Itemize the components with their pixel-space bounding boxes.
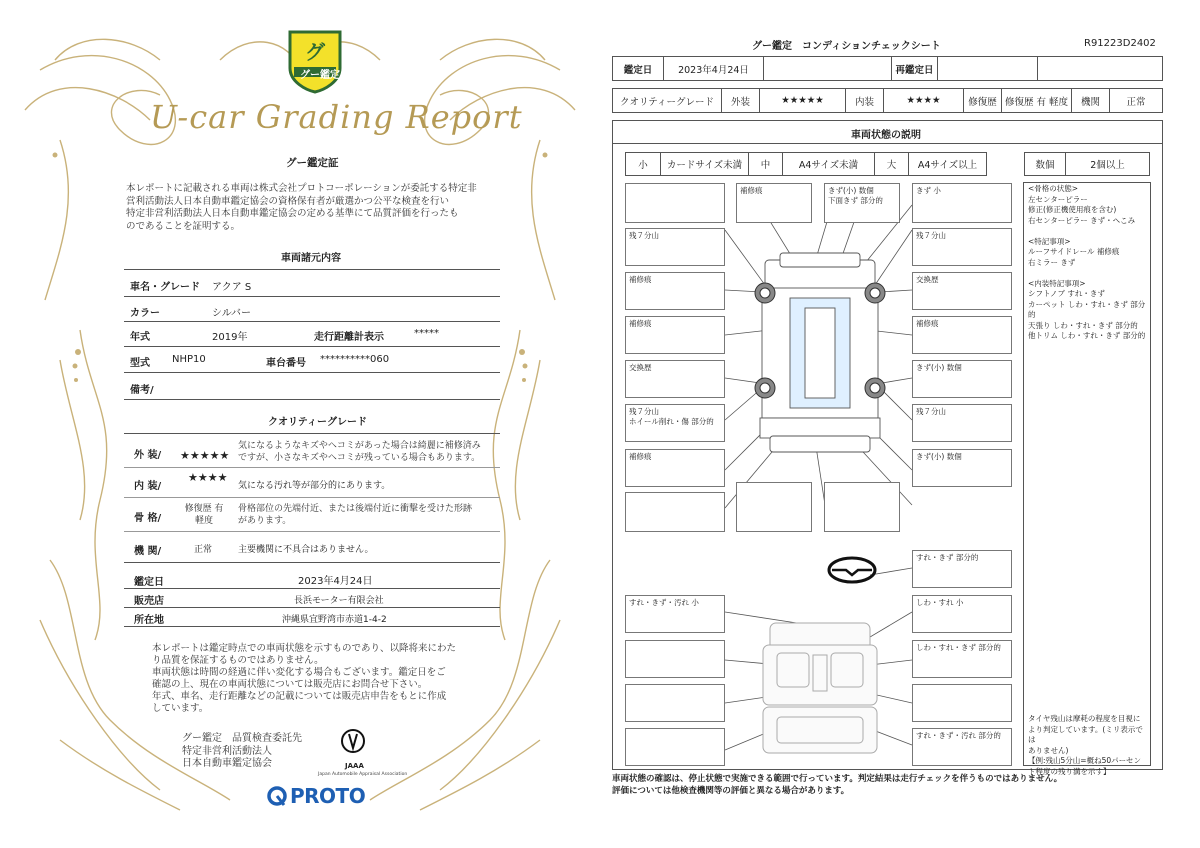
size-small: 小 (638, 160, 648, 171)
car-interior-diagram (755, 615, 885, 765)
size-mid-desc: A4サイズ未満 (782, 153, 874, 175)
interior-note-left-2 (625, 640, 725, 678)
divider (124, 269, 500, 270)
count-label: 数個 (1035, 160, 1055, 171)
date-value: 2023年4月24日 (298, 576, 373, 587)
jaaa-text: JAAA (345, 762, 364, 770)
divider (124, 467, 500, 468)
mileage-value: ***** (414, 328, 439, 339)
note-box-left-1: 残７分山 (625, 228, 725, 266)
note-box-right-1: 残７分山 (912, 228, 1012, 266)
divider (124, 588, 500, 589)
engine-label: 機 関/ (134, 546, 162, 557)
note-box-right-3: 補修痕 (912, 316, 1012, 354)
state-heading: 車両状態の説明 (851, 130, 921, 141)
note-box-front-left: 補修痕 (736, 183, 812, 223)
svg-text:グ: グ (305, 40, 325, 64)
interior-note-right-4 (912, 684, 1012, 722)
year-value: 2019年 (212, 332, 248, 343)
frame-label: 修復歴 (963, 89, 1001, 112)
note-box-left-5: 残７分山 ホイール削れ・傷 部分的 (625, 404, 725, 442)
frame-value: 修復歴 有 軽度 (1001, 89, 1071, 112)
frame-description: 骨格部位の先端付近、または後端付近に衝撃を受けた形跡 があります。 (238, 504, 473, 526)
interior-note-right-1: すれ・きず 部分的 (912, 550, 1012, 588)
count-desc: 2個以上 (1065, 153, 1149, 175)
date-label: 鑑定日 (623, 64, 653, 76)
color-label: カラー (130, 308, 160, 319)
dealer-value: 長浜モーター有限会社 (294, 596, 384, 606)
note-box-rear-2 (736, 482, 812, 532)
frame-value: 修復歴 有 軽度 (184, 504, 224, 526)
divider (124, 321, 500, 322)
tire-note-text: タイヤ残山は摩耗の程度を目視に より判定しています。(ミリ表示では ありません) 【例:残山5分山=概ね50パーセン ト程度の残り溝を示す】 (1028, 714, 1143, 776)
size-mid: 中 (748, 153, 782, 175)
engine-description: 主要機関に不具合はありません。 (238, 545, 374, 555)
exterior-stars: ★★★★★ (180, 449, 230, 462)
remarks-label: 備考/ (130, 385, 154, 396)
exterior-stars: ★★★★★ (759, 89, 845, 112)
certificate-footer-note: 本レポートは鑑定時点での車両状態を示すものであり、以降将来にわた り品質を保証するものではありません。 車両状態は時間の経過に伴い変化する場合もございます。鑑定日をご 確認の上、現在の車両状態については販売店にお問合せ下さい。 年式、車名、走行距離などの記載については販売店申告をもとに作成 しています。 (152, 643, 457, 714)
car-name-value: アクア S (212, 282, 252, 293)
color-value: シルバー (212, 308, 252, 319)
divider (124, 607, 500, 608)
chassis-value: **********060 (320, 354, 390, 365)
engine-label: 機関 (1071, 89, 1109, 112)
size-large-desc: A4サイズ以上 (908, 153, 986, 175)
address-label: 所在地 (134, 615, 164, 626)
certificate-intro: 本レポートに記載される車両は株式会社プロトコーポレーションが委託する特定非 営利活動法人日本自動車鑑定協会の資格保有者が厳選かつ公平な検査を行い 特定非営利活動法人日本自動車鑑定協会の定める基準にて品質評価を行ったも のであることを証明する。 (126, 183, 477, 232)
exterior-description: 気になるようなキズやヘコミがあった場合は綺麗に補修済み ですが、小さなキズやヘコミが残っている場合もあります。 (238, 441, 481, 463)
steering-wheel-icon (826, 555, 878, 585)
interior-note-right-5: すれ・きず・汚れ 部分的 (912, 728, 1012, 766)
proto-logo-text: PROTO (290, 784, 366, 808)
quality-label: クオリティーグレード (619, 96, 715, 108)
report-number: R91223D2402 (1084, 38, 1156, 49)
special-notes-text: <骨格の状態> 左センターピラー 修正(修正機使用痕を含む) 右センターピラー きず・へこみ <特記事項> ルーフサイドレール 補修痕 右ミラー きず <内装特記事項> シフトノブ すれ・きず カーペット しわ・すれ・きず 部分的 天張り しわ・すれ・きず 部分的 他トリム しわ・すれ・きず 部分的 (1028, 184, 1146, 340)
frame-label: 骨 格/ (134, 513, 162, 524)
note-box-right-6: きず(小) 数個 (912, 449, 1012, 487)
note-box-left-6: 補修痕 (625, 449, 725, 487)
redate-label: 再鑑定日 (891, 57, 937, 80)
specs-heading: 車両諸元内容 (281, 253, 341, 264)
interior-note-left-4 (625, 728, 725, 766)
size-small-desc: カードサイズ未満 (660, 153, 748, 175)
chassis-label: 車台番号 (266, 358, 306, 369)
logo-text: グー鑑定 (300, 70, 340, 81)
note-box-rear-1 (625, 492, 725, 532)
sheet-disclaimer: 車両状態の確認は、停止状態で実施できる範囲で行っています。判定結果は走行チェックを伴うものではありません。 評価については他検査機関等の評価と異なる場合があります。 (612, 774, 1063, 796)
interior-label: 内装 (845, 89, 883, 112)
divider (124, 346, 500, 347)
jaaa-subtext: Japan Automobile Appraisal Association (318, 772, 408, 777)
note-box-left-4: 交換歴 (625, 360, 725, 398)
goo-grading-logo (284, 28, 346, 94)
date-label: 鑑定日 (134, 577, 164, 588)
commission-text: グー鑑定 品質検査委託先 特定非営利活動法人 日本自動車鑑定協会 (182, 733, 302, 769)
divider (124, 296, 500, 297)
interior-stars: ★★★★ (883, 89, 963, 112)
divider (124, 497, 500, 498)
model-label: 型式 (130, 358, 150, 369)
divider (124, 433, 500, 434)
interior-description: 気になる汚れ等が部分的にあります。 (238, 481, 391, 491)
interior-note-left-1: すれ・きず・汚れ 小 (625, 595, 725, 633)
model-value: NHP10 (172, 354, 206, 365)
date-value: 2023年4月24日 (663, 57, 763, 80)
interior-note-left-3 (625, 684, 725, 722)
divider (124, 399, 500, 400)
note-box-front-left-top (625, 183, 725, 223)
mileage-label: 走行距離計表示 (314, 332, 384, 343)
address-value: 沖縄県宜野湾市赤道1-4-2 (282, 615, 387, 625)
jaaa-logo-icon (340, 728, 366, 762)
car-exterior-diagram (750, 248, 890, 466)
note-box-right-2: 交換歴 (912, 272, 1012, 310)
note-box-front-right-top: きず 小 (912, 183, 1012, 223)
note-box-left-2: 補修痕 (625, 272, 725, 310)
divider (124, 562, 500, 563)
dealer-label: 販売店 (134, 596, 164, 607)
exterior-label: 外装 (721, 89, 759, 112)
report-script-title: U-car Grading Report (150, 98, 523, 136)
condition-check-sheet (600, 0, 1200, 848)
sheet-title: グー鑑定 コンディションチェックシート (752, 41, 941, 52)
interior-note-right-2: しわ・すれ 小 (912, 595, 1012, 633)
note-box-rear-3 (824, 482, 900, 532)
interior-stars: ★★★★ (188, 471, 228, 484)
note-box-right-4: きず(小) 数個 (912, 360, 1012, 398)
interior-label: 内 装/ (134, 481, 162, 492)
note-box-front-right: きず(小) 数個 下面きず 部分的 (824, 183, 900, 223)
engine-value: 正常 (1109, 89, 1162, 112)
year-label: 年式 (130, 332, 150, 343)
size-large: 大 (874, 153, 908, 175)
interior-note-right-3: しわ・すれ・きず 部分的 (912, 640, 1012, 678)
divider (124, 531, 500, 532)
note-box-right-5: 残７分山 (912, 404, 1012, 442)
exterior-label: 外 装/ (134, 450, 162, 461)
note-box-left-3: 補修痕 (625, 316, 725, 354)
divider (124, 372, 500, 373)
proto-logo-icon (266, 785, 288, 807)
quality-heading: クオリティーグレード (268, 417, 367, 428)
car-name-label: 車名・グレード (130, 282, 200, 293)
certificate-heading: グー鑑定証 (286, 157, 339, 169)
engine-value: 正常 (194, 545, 213, 555)
divider (124, 626, 500, 627)
